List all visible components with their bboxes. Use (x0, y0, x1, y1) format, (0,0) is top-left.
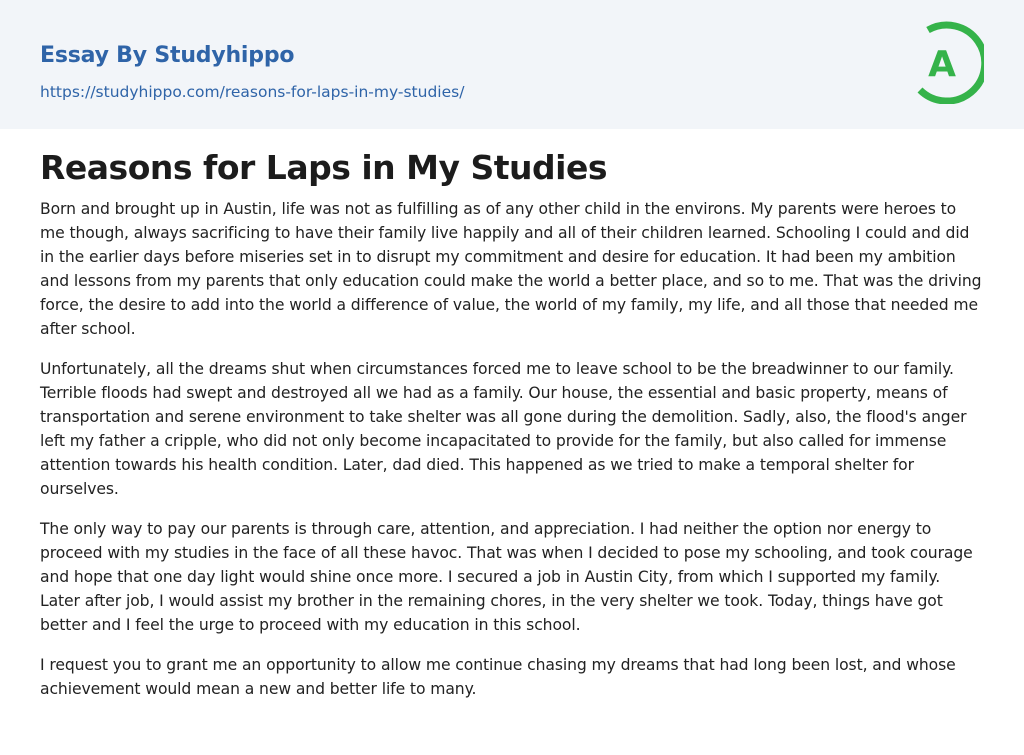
essay-paragraph: Unfortunately, all the dreams shut when circumstances forced me to leave school to be the breadwinner to our family. Terrible floods had swept and destroyed all we had as a family. Our house, the essential and basic property, means of transportation and serene environment to take shelter was all gone during the demolition. Sadly, also, the flood's anger left my father a cripple, who did not only become incapacitated to provide for the family, but also called for immense attention towards his health condition. Later, dad died. This happened as we tried to make a temporal shelter for ourselves. (40, 360, 967, 498)
essay-title: Reasons for Laps in My Studies (40, 148, 607, 187)
essay-paragraph: I request you to grant me an opportunity to allow me continue chasing my dreams that had long been lost, and whose achievement would mean a new and better life to many. (40, 656, 956, 698)
page-header (0, 0, 1024, 129)
site-brand[interactable]: Essay By Studyhippo (40, 43, 295, 68)
essay-paragraph: The only way to pay our parents is through care, attention, and appreciation. I had neither the option nor energy to proceed with my studies in the face of all these havoc. That was when I decided to pose my schooling, and took courage and hope that one day light would shine once more. I secured a job in Austin City, from which I supported my family. Later after job, I would assist my brother in the remaining chores, in the very shelter we took. Today, things have got better and I feel the urge to proceed with my education in this school. (40, 520, 973, 634)
logo-letter: A (928, 44, 956, 85)
essay-url-link[interactable]: https://studyhippo.com/reasons-for-laps-in-my-studies/ (40, 83, 465, 101)
studyhippo-logo-icon[interactable] (916, 20, 984, 104)
essay-content (0, 129, 1024, 701)
essay-paragraph: Born and brought up in Austin, life was not as fulfilling as of any other child in the environs. My parents were heroes to me though, always sacrificing to have their family live happily and all of their children learned. Schooling I could and did in the earlier days before miseries set in to disrupt my commitment and desire for education. It had been my ambition and lessons from my parents that only education could make the world a better place, and so to me. That was the driving force, the desire to add into the world a difference of value, the world of my family, my life, and all those that needed me after school. (40, 200, 982, 338)
